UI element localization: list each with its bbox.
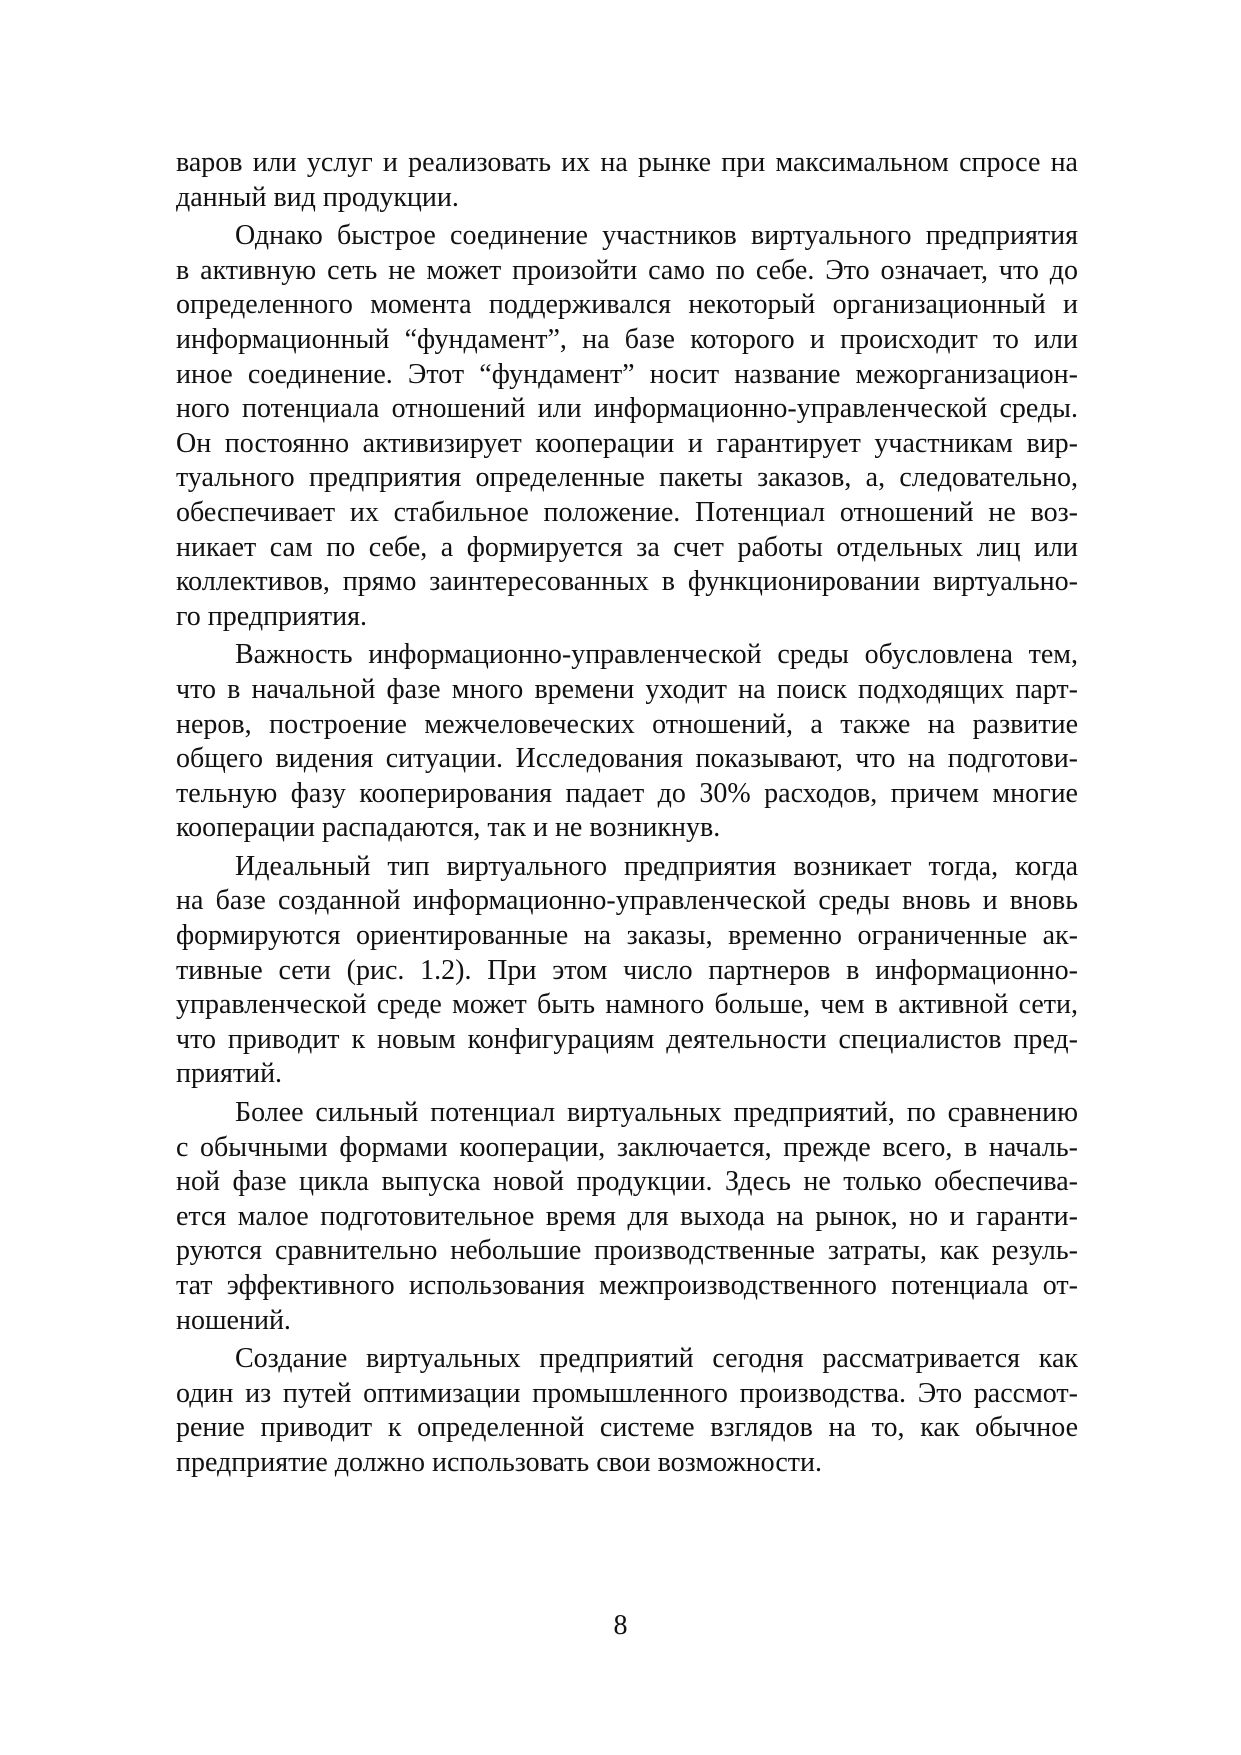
text-line: с обычными формами кооперации, заключается, прежде всего, в началь- [176,1131,1078,1163]
paragraph [176,146,1078,215]
text-line: данный вид продукции. [176,181,459,213]
text-line: рение приводит к определенной системе взглядов на то, как обычное [176,1412,1078,1444]
text-line: приятий. [176,1058,283,1090]
text-line: определенного момента поддерживался некоторый организационный и [176,289,1078,321]
text-line: иное соединение. Этот “фундамент” носит название межорганизацион- [176,358,1078,390]
text-line: на базе созданной информационно-управленческой среды вновь и вновь [176,885,1078,917]
text-line: неров, построение межчеловеческих отношений, а также на развитие [176,708,1078,740]
text-line: Более сильный потенциал виртуальных предприятий, по сравнению [235,1097,1078,1129]
text-line: Он постоянно активизирует кооперации и гарантирует участникам вир- [176,427,1078,459]
text-line: туального предприятия определенные пакеты заказов, а, следовательно, [176,462,1078,494]
text-line: ного потенциала отношений или информационно-управленческой среды. [176,393,1078,425]
text-line: один из путей оптимизации промышленного производства. Это рассмот- [176,1377,1078,1409]
paragraph [176,1342,1078,1480]
body-text [176,146,1078,1481]
text-line: обеспечивает их стабильное положение. Потенциал отношений не воз- [176,496,1078,528]
text-line: управленческой среде может быть намного больше, чем в активной сети, [176,989,1078,1021]
text-line: в активную сеть не может произойти само по себе. Это означает, что до [176,254,1078,286]
text-line: тельную фазу кооперирования падает до 30% расходов, причем многие [176,777,1078,809]
paragraph [176,1096,1078,1338]
paragraph [176,638,1078,846]
text-line: общего видения ситуации. Исследования показывают, что на подготови- [176,743,1078,775]
text-line: Важность информационно-управленческой среды обусловлена тем, [235,639,1078,671]
page-number: 8 [613,1610,628,1641]
text-line: предприятие должно использовать свои возможности. [176,1446,823,1478]
text-line: ной фазе цикла выпуска новой продукции. Здесь не только обеспечива- [176,1166,1078,1198]
text-line: ношений. [176,1304,291,1336]
text-line: что приводит к новым конфигурациям деятельности специалистов пред- [176,1023,1078,1055]
text-line: формируются ориентированные на заказы, временно ограниченные ак- [176,920,1078,952]
text-line: ется малое подготовительное время для выхода на рынок, но и гаранти- [176,1200,1078,1232]
paragraph [176,850,1078,1092]
text-line: коллективов, прямо заинтересованных в функционировании виртуально- [176,566,1078,598]
paragraph [176,219,1078,634]
text-line: Создание виртуальных предприятий сегодня рассматривается как [235,1343,1078,1375]
text-line: информационный “фундамент”, на базе которого и происходит то или [176,323,1078,355]
text-line: никает сам по себе, а формируется за счет работы отдельных лиц или [176,531,1078,563]
text-line: что в начальной фазе много времени уходит на поиск подходящих парт- [176,673,1078,705]
text-line: варов или услуг и реализовать их на рынке при максимальном спросе на [176,147,1078,178]
text-line: тат эффективного использования межпроизводственного потенциала от- [176,1270,1078,1301]
text-line: Идеальный тип виртуального предприятия возникает тогда, когда [235,850,1078,882]
text-line: тивные сети (рис. 1.2). При этом число партнеров в информационно- [176,954,1078,986]
text-line: Однако быстрое соединение участников виртуального предприятия [235,220,1078,252]
text-line: руются сравнительно небольшие производственные затраты, как резуль- [176,1235,1078,1267]
text-line: го предприятия. [176,600,368,632]
text-line: кооперации распадаются, так и не возникнув. [176,812,721,844]
